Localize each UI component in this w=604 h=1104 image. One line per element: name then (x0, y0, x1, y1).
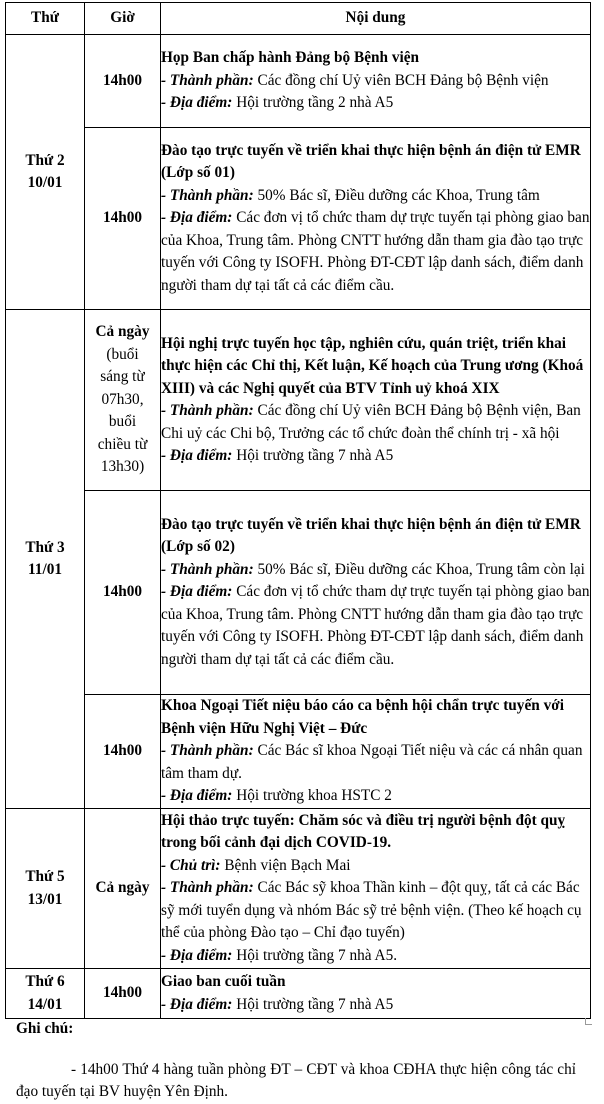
location-text: Các đơn vị tổ chức tham dự trực tuyến tại phòng giao ban của Khoa, Trung tâm. Phòng CNTT hướng dẫn tham gia đào tạo trực tuyến với Công ty ISOFH. Phòng ĐT-CĐT lập danh sách, điểm danh người tham dự tại tất cả các điểm cầu. (161, 583, 590, 668)
day-date: 11/01 (28, 561, 62, 578)
day-date: 14/01 (27, 995, 63, 1013)
time-detail-line: 13h30) (100, 458, 145, 476)
item-title: Giao ban cuối tuần (161, 973, 286, 990)
item-title: Đào tạo trực tuyến về triển khai thực hiện bệnh án điện tử EMR (Lớp số 02) (161, 515, 581, 556)
header-time: Giờ (85, 3, 161, 35)
schedule-table (5, 2, 591, 1019)
members-text: Các Bác sỹ khoa Thần kinh – đột quỵ, tất cả các Bác sỹ mới tuyển dụng và nhóm Bác sỹ trẻ bệnh viện. (Theo kế hoạch cụ thể của phòng Đào tạo – Chỉ đạo tuyến) (161, 879, 582, 942)
members-text: Các Bác sĩ khoa Ngoại Tiết niệu và các cá nhân quan tâm tham dự. (161, 742, 583, 782)
item-title: Đào tạo trực tuyến về triển khai thực hiện bệnh án điện tử EMR (Lớp số 01) (161, 141, 581, 182)
table-row (6, 128, 591, 310)
content-cell (161, 128, 591, 310)
members-text: Các đồng chí Uỷ viên BCH Đảng bộ Bệnh viện, Ban Chi uỷ các Chi bộ, Trưởng các tổ chức đoàn thể chính trị - xã hội (161, 402, 581, 442)
time-cell: 14h00 (85, 491, 161, 695)
location-label: - Địa điểm: (161, 447, 233, 464)
time-cell: 14h00 (85, 35, 161, 128)
chair-label: - Chủ trì: (161, 856, 221, 874)
time-cell: Cả ngày (85, 809, 161, 969)
day-date: 13/01 (27, 890, 63, 908)
content-cell (161, 809, 591, 969)
members-label: - Thành phần: (161, 402, 254, 419)
day-weekday: Thứ 3 (25, 538, 65, 556)
location-label: - Địa điểm: (161, 946, 233, 964)
time-all-day: Cả ngày (95, 323, 150, 341)
time-detail-line: 07h30, (101, 390, 144, 408)
day-weekday: Thứ 6 (25, 973, 65, 990)
item-title: Khoa Ngoại Tiết niệu báo cáo ca bệnh hội chẩn trực tuyến với Bệnh viện Hữu Nghị Việt – Đức (161, 697, 564, 737)
time-detail-line: sáng từ (100, 368, 145, 386)
header-content: Nội dung (161, 3, 591, 35)
table-row (6, 695, 591, 809)
location-text: Hội trường khoa HSTC 2 (236, 787, 392, 805)
time-cell: 14h00 (85, 128, 161, 310)
time-cell: 14h00 (85, 695, 161, 809)
time-detail-line: chiều từ (97, 435, 148, 453)
chair-text: Bệnh viện Bạch Mai (224, 856, 351, 874)
day-date: 10/01 (27, 174, 63, 191)
note-text: - 14h00 Thứ 4 hàng tuần phòng ĐT – CĐT và khoa CĐHA thực hiện công tác chỉ đạo tuyến tại BV huyện Yên Định. (16, 1060, 576, 1100)
note-section (16, 1018, 576, 1104)
location-label: - Địa điểm: (161, 209, 233, 227)
members-label: - Thành phần: (161, 742, 254, 760)
content-cell (161, 491, 591, 695)
members-label: - Thành phần: (161, 560, 254, 578)
table-row (6, 809, 591, 969)
location-text: Hội trường tầng 7 nhà A5. (236, 946, 398, 964)
header-row (6, 3, 591, 35)
time-cell: 14h00 (85, 969, 161, 1019)
content-cell (161, 695, 591, 809)
members-label: - Thành phần: (161, 879, 254, 897)
members-text: 50% Bác sĩ, Điều dưỡng các Khoa, Trung tâm (257, 186, 540, 204)
page-corner-mark (585, 1018, 592, 1025)
location-label: - Địa điểm: (161, 94, 233, 112)
table-row (6, 35, 591, 128)
time-detail-line: (buổi (106, 345, 139, 363)
content-cell (161, 969, 591, 1019)
item-title: Hội nghị trực tuyến học tập, nghiên cứu, quán triệt, triển khai thực hiện các Chỉ thị, Kết luận, Kế hoạch của Trung ương (Khoá XIII) và các Nghị quyết của BTV Tỉnh uỷ khoá XIX (161, 334, 584, 397)
table-row (6, 969, 591, 1019)
location-label: - Địa điểm: (161, 995, 233, 1013)
location-text: Hội trường tầng 2 nhà A5 (236, 94, 394, 112)
item-title: Họp Ban chấp hành Đảng bộ Bệnh viện (161, 49, 420, 67)
day-weekday: Thứ 5 (25, 868, 65, 885)
day-cell-tuesday (6, 310, 85, 809)
members-text: Các đồng chí Uỷ viên BCH Đảng bộ Bệnh viện (257, 71, 549, 89)
time-detail-line: buổi (108, 413, 137, 431)
location-text: Hội trường tầng 7 nhà A5 (236, 995, 394, 1013)
location-label: - Địa điểm: (161, 787, 233, 805)
content-cell (161, 35, 591, 128)
day-cell-thursday (6, 809, 85, 969)
members-label: - Thành phần: (161, 186, 254, 204)
table-row (6, 491, 591, 695)
day-cell-monday (6, 35, 85, 310)
note-title: Ghi chú: (16, 1020, 74, 1037)
time-cell-all-day (85, 310, 161, 491)
table-row (6, 310, 591, 491)
location-label: - Địa điểm: (161, 583, 233, 601)
header-day: Thứ (6, 3, 85, 35)
location-text: Các đơn vị tổ chức tham dự trực tuyến tại phòng giao ban của Khoa, Trung tâm. Phòng CNTT hướng dẫn tham gia đào tạo trực tuyến với Công ty ISOFH. Phòng ĐT-CĐT lập danh sách, điểm danh người tham dự tại tất cả các điểm cầu. (161, 209, 590, 294)
day-weekday: Thứ 2 (25, 151, 65, 169)
location-text: Hội trường tầng 7 nhà A5 (236, 447, 394, 464)
content-cell (161, 310, 591, 491)
day-cell-friday (6, 969, 85, 1019)
members-text: 50% Bác sĩ, Điều dưỡng các Khoa, Trung tâm còn lại (257, 560, 585, 578)
members-label: - Thành phần: (161, 71, 254, 89)
item-title: Hội thảo trực tuyến: Chăm sóc và điều trị người bệnh đột quỵ trong bối cảnh đại dịch COVID-19. (161, 811, 566, 852)
